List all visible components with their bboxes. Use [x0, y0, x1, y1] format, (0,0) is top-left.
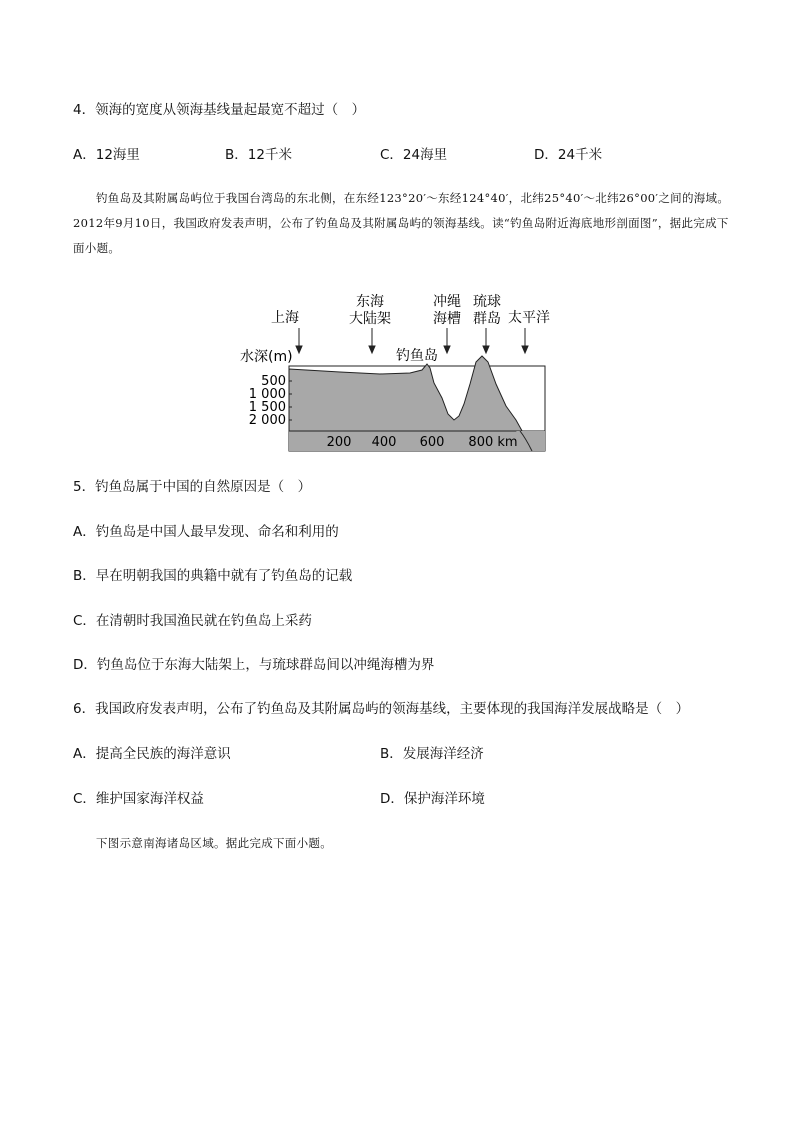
- label-diaoyu: 钓鱼岛: [396, 348, 438, 364]
- label-donghai: 东海: [356, 294, 384, 310]
- distance-tick-400: 400: [371, 435, 397, 450]
- q4-option-b: B．12千米: [225, 147, 292, 163]
- seabed-profile-figure: [230, 288, 550, 458]
- depth-tick-1500: 1 500: [248, 400, 286, 415]
- q5-option-d: D．钓鱼岛位于东海大陆架上，与琉球群岛间以冲绳海槽为界: [73, 657, 435, 673]
- label-islands: 群岛: [473, 311, 501, 327]
- label-trough: 海槽: [433, 311, 461, 327]
- q5-option-a: A．钓鱼岛是中国人最早发现、命名和利用的: [73, 524, 339, 540]
- label-shelf: 大陆架: [349, 311, 391, 327]
- q6-option-b: B．发展海洋经济: [380, 746, 484, 762]
- passage-south-china-sea: 下图示意南海诸岛区域。据此完成下面小题。: [96, 836, 332, 850]
- q5-option-c: C．在清朝时我国渔民就在钓鱼岛上采药: [73, 613, 312, 629]
- depth-tick-500: 500: [261, 374, 286, 389]
- q5-option-b: B．早在明朝我国的典籍中就有了钓鱼岛的记载: [73, 568, 353, 584]
- label-shanghai: 上海: [271, 310, 299, 326]
- label-pacific: 太平洋: [508, 310, 550, 326]
- label-ryukyu: 琉球: [473, 294, 501, 310]
- q6-option-a: A．提高全民族的海洋意识: [73, 746, 231, 762]
- q4-option-c: C．24海里: [380, 147, 448, 163]
- depth-tick-1000: 1 000: [248, 387, 286, 402]
- question-4-stem: 4．领海的宽度从领海基线量起最宽不超过（ ）: [73, 102, 366, 118]
- q6-option-d: D．保护海洋环境: [380, 791, 485, 807]
- question-6-stem: 6．我国政府发表声明，公布了钓鱼岛及其附属岛屿的领海基线，主要体现的我国海洋发展战略是（ ）: [73, 701, 690, 717]
- passage-diaoyu: 钓鱼岛及其附属岛屿位于我国台湾岛的东北侧，在东经123°20′～东经124°40′，北纬25°40′～北纬26°00′之间的海域。2012年9月10日，我国政府发表声明，公布了钓鱼岛及其附属岛屿的领海基线。读“钓鱼岛附近海底地形剖面图”，据此完成下面小题。: [73, 191, 730, 255]
- label-okinawa: 冲绳: [433, 294, 461, 310]
- q4-option-a: A．12海里: [73, 147, 140, 163]
- distance-tick-200: 200: [326, 435, 352, 450]
- q4-option-d: D．24千米: [534, 147, 603, 163]
- distance-tick-600: 600: [419, 435, 445, 450]
- question-5-stem: 5．钓鱼岛属于中国的自然原因是（ ）: [73, 479, 312, 495]
- depth-axis-title: 水深(m): [240, 349, 293, 365]
- depth-tick-2000: 2 000: [248, 413, 286, 428]
- distance-tick-800: 800 km: [468, 435, 518, 450]
- q6-option-c: C．维护国家海洋权益: [73, 791, 204, 807]
